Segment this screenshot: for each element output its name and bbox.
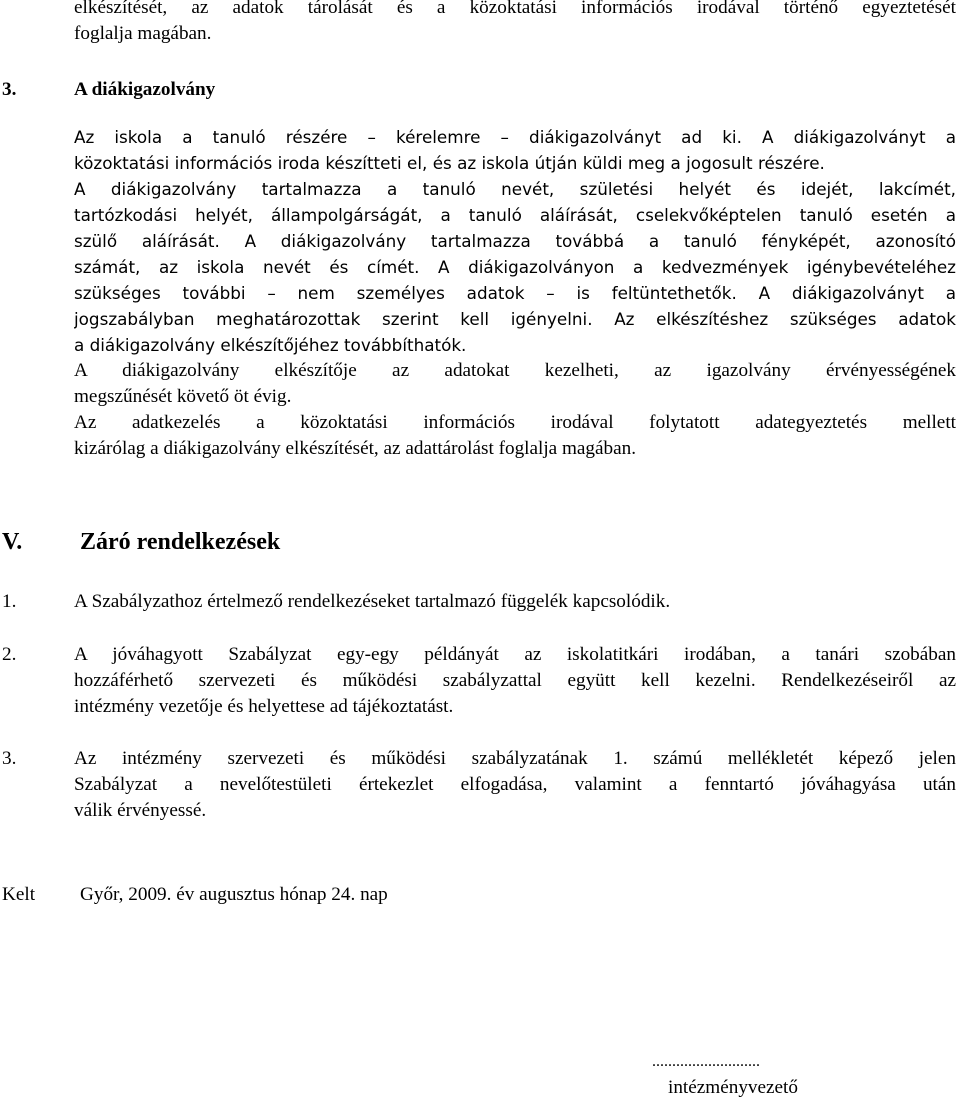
section-line-2: közoktatási információs iroda készítteti el, és az iskola útján küldi meg a jogosult részére. <box>74 153 825 173</box>
chapter-title: Záró rendelkezések <box>80 529 281 555</box>
section-line-10: A diákigazolvány elkészítője az adatokat kezelheti, az igazolvány érvényességének <box>74 360 956 381</box>
item-3-line-1: Az intézmény szervezeti és működési szabályzatának 1. számú mellékletét képező jelen <box>74 748 956 769</box>
section-line-12: Az adatkezelés a közoktatási információs irodával folytatott adategyeztetés mellett <box>74 412 956 433</box>
section-line-1: Az iskola a tanuló részére – kérelemre – diákigazolványt ad ki. A diákigazolványt a <box>74 127 956 147</box>
item-1-line-1: A Szabályzathoz értelmező rendelkezéseket tartalmazó függelék kapcsolódik. <box>74 591 671 612</box>
kelt-label: Kelt <box>2 884 36 905</box>
section-number: 3. <box>2 79 17 100</box>
item-1-number: 1. <box>2 591 17 612</box>
section-line-13: kizárólag a diákigazolvány elkészítését, az adattárolást foglalja magában. <box>74 438 637 459</box>
item-3-number: 3. <box>2 748 17 769</box>
section-line-6: számát, az iskola nevét és címét. A diákigazolványon a kedvezmények igénybevételéhez <box>74 257 956 277</box>
signature-role: intézményvezető <box>668 1077 798 1098</box>
signature-dots: ........................... <box>652 1053 760 1070</box>
item-2-line-3: intézmény vezetője és helyettese ad tájékoztatást. <box>74 696 454 717</box>
chapter-number: V. <box>2 529 23 555</box>
item-2-number: 2. <box>2 644 17 665</box>
section-line-3: A diákigazolvány tartalmazza a tanuló nevét, születési helyét és idejét, lakcímét, <box>74 179 956 199</box>
item-2-line-1: A jóváhagyott Szabályzat egy-egy példányát az iskolatitkári irodában, a tanári szobában <box>74 644 956 665</box>
section-line-8: jogszabályban meghatározottak szerint kell igényelni. Az elkészítéshez szükséges adatok <box>74 309 956 329</box>
item-3-line-3: válik érvényessé. <box>74 800 207 821</box>
section-line-5: szülő aláírását. A diákigazolvány tartalmazza továbbá a tanuló fényképét, azonosító <box>74 231 956 251</box>
section-title: A diákigazolvány <box>74 79 216 100</box>
intro-line-1: elkészítését, az adatok tárolását és a közoktatási információs irodával történő egyeztetését <box>74 0 956 18</box>
item-2-line-2: hozzáférhető szervezeti és működési szabályzattal együtt kell kezelni. Rendelkezéseiről az <box>74 670 956 691</box>
section-line-7: szükséges további – nem személyes adatok – is feltüntethetők. A diákigazolványt a <box>74 283 956 303</box>
section-line-11: megszűnését követő öt évig. <box>74 386 292 407</box>
intro-line-2: foglalja magában. <box>74 23 212 44</box>
item-3-line-2: Szabályzat a nevelőtestületi értekezlet elfogadása, valamint a fenntartó jóváhagyása után <box>74 774 956 795</box>
section-line-4: tartózkodási helyét, állampolgárságát, a tanuló aláírását, cselekvőképtelen tanuló esetén a <box>74 205 956 225</box>
section-line-9: a diákigazolvány elkészítőjéhez továbbíthatók. <box>74 335 467 355</box>
kelt-value: Győr, 2009. év augusztus hónap 24. nap <box>80 884 388 905</box>
